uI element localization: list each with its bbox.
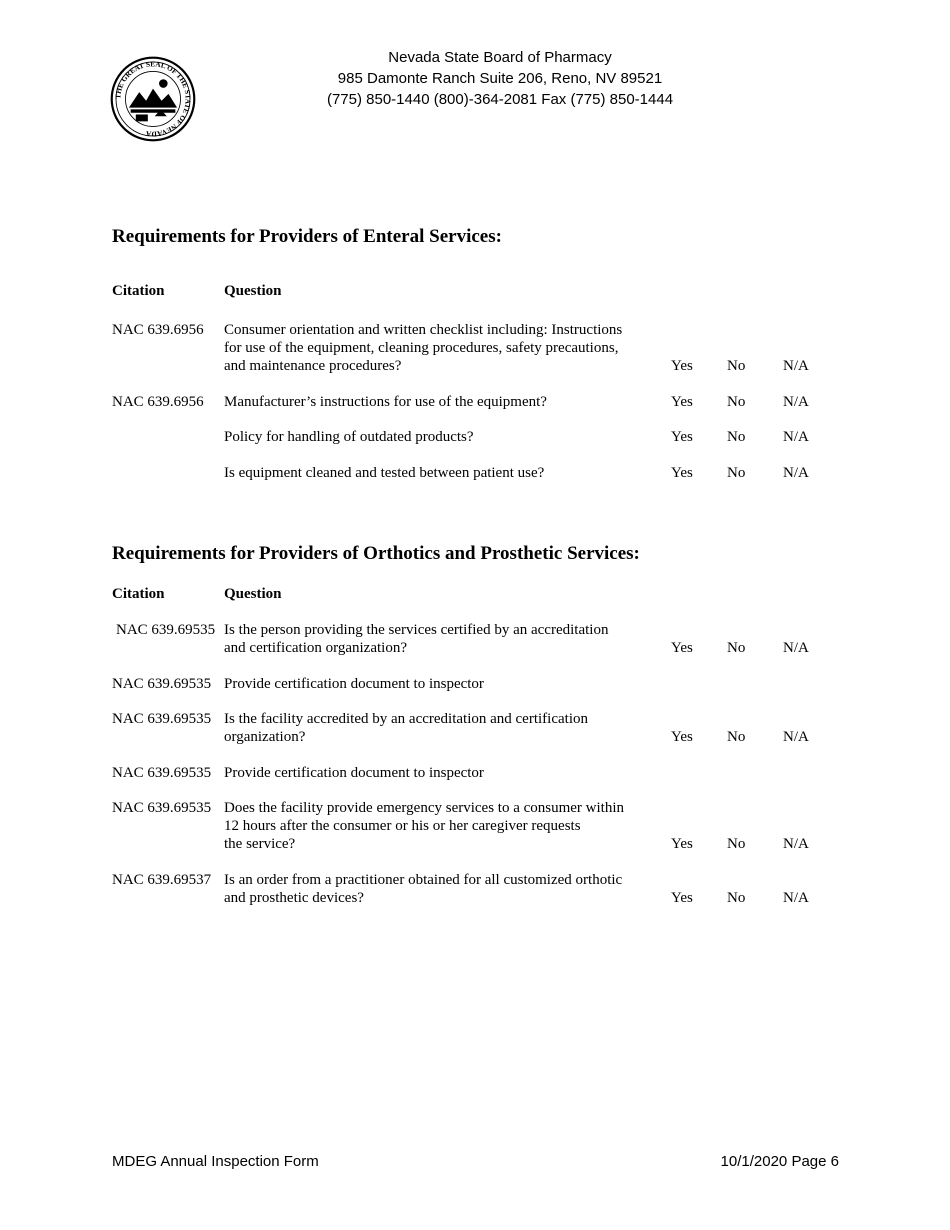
yes-option[interactable]: Yes: [671, 729, 693, 745]
table-row: [0, 871, 950, 907]
citation: NAC 639.6956: [112, 322, 204, 338]
na-option[interactable]: N/A: [783, 890, 809, 906]
citation: NAC 639.6956: [112, 394, 204, 410]
na-option[interactable]: N/A: [783, 729, 809, 745]
question: Provide certification document to inspector: [224, 765, 484, 781]
table-row: [0, 621, 950, 657]
na-option[interactable]: N/A: [783, 465, 809, 481]
table-row: [0, 675, 950, 693]
citation: NAC 639.69535: [116, 622, 216, 638]
table-row: [0, 428, 950, 446]
question: Manufacturer’s instructions for use of the equipment?: [224, 394, 547, 410]
yes-option[interactable]: Yes: [671, 836, 693, 852]
no-option[interactable]: No: [727, 640, 746, 656]
column-header-question: Question: [224, 283, 282, 299]
letterhead: [300, 47, 700, 110]
table-row: [0, 321, 950, 375]
table-row: [0, 799, 950, 853]
question: Is an order from a practitioner obtained for all customized orthotic and prosthetic devices?: [224, 872, 623, 906]
footer-date-page: 10/1/2020 Page 6: [720, 1153, 839, 1170]
column-header-citation: Citation: [112, 586, 165, 602]
column-header-question: Question: [224, 586, 282, 602]
na-option[interactable]: N/A: [783, 640, 809, 656]
na-option[interactable]: N/A: [783, 429, 809, 445]
yes-option[interactable]: Yes: [671, 890, 693, 906]
no-option[interactable]: No: [727, 429, 746, 445]
no-option[interactable]: No: [727, 729, 746, 745]
no-option[interactable]: No: [727, 890, 746, 906]
org-address: 985 Damonte Ranch Suite 206, Reno, NV 89521: [337, 70, 663, 87]
citation: NAC 639.69535: [112, 765, 212, 781]
na-option[interactable]: N/A: [783, 358, 809, 374]
footer-form-name: MDEG Annual Inspection Form: [112, 1153, 319, 1170]
table-row: [0, 710, 950, 746]
citation: NAC 639.69535: [112, 676, 212, 692]
no-option[interactable]: No: [727, 836, 746, 852]
yes-option[interactable]: Yes: [671, 429, 693, 445]
na-option[interactable]: N/A: [783, 394, 809, 410]
question: Is the facility accredited by an accreditation and certification organization?: [224, 711, 588, 745]
table-row: [0, 764, 950, 782]
no-option[interactable]: No: [727, 394, 746, 410]
question: Policy for handling of outdated products?: [224, 429, 474, 445]
citation: NAC 639.69535: [112, 711, 212, 727]
table-row: [0, 393, 950, 411]
org-phones: (775) 850-1440 (800)-364-2081 Fax (775) 850-1444: [326, 91, 674, 108]
question: Consumer orientation and written checklist including: Instructions for use of the equipment, cleaning procedures, safety precautions, and maintenance procedures?: [224, 322, 623, 374]
no-option[interactable]: No: [727, 465, 746, 481]
table-row: [0, 464, 950, 482]
citation: NAC 639.69535: [112, 800, 212, 816]
section-title-orthotics: Requirements for Providers of Orthotics and Prosthetic Services:: [112, 543, 640, 564]
question: Does the facility provide emergency services to a consumer within 12 hours after the consumer or his or her caregiver requests the service?: [224, 800, 625, 852]
section-title-enteral: Requirements for Providers of Enteral Services:: [112, 226, 502, 247]
yes-option[interactable]: Yes: [671, 358, 693, 374]
question: Is equipment cleaned and tested between patient use?: [224, 465, 545, 481]
yes-option[interactable]: Yes: [671, 394, 693, 410]
org-name: Nevada State Board of Pharmacy: [388, 49, 612, 66]
column-header-citation: Citation: [112, 283, 165, 299]
svg-text:THE GREAT SEAL OF THE STATE OF: THE GREAT SEAL OF THE STATE OF NEVADA: [113, 59, 193, 139]
yes-option[interactable]: Yes: [671, 465, 693, 481]
state-seal-logo: [110, 56, 196, 142]
question: Provide certification document to inspector: [224, 676, 484, 692]
yes-option[interactable]: Yes: [671, 640, 693, 656]
na-option[interactable]: N/A: [783, 836, 809, 852]
question: Is the person providing the services certified by an accreditation and certification organization?: [224, 622, 609, 656]
citation: NAC 639.69537: [112, 872, 212, 888]
no-option[interactable]: No: [727, 358, 746, 374]
